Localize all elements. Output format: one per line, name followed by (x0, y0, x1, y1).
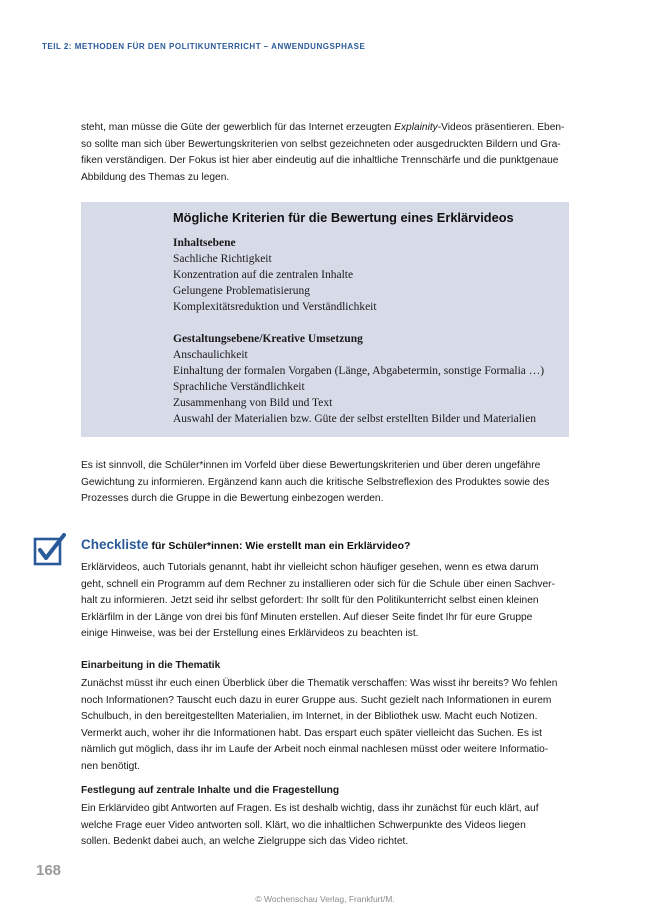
design-section-heading: Gestaltungsebene/Kreative Umsetzung (173, 333, 363, 345)
criteria-item: Gelungene Problematisierung (173, 285, 311, 297)
criteria-item: Sachliche Richtigkeit (173, 253, 272, 265)
text-line: steht, man müsse die Güte der gewerblich für das Internet erzeugten Explainity-Videos präsentieren. Eben- (81, 122, 565, 133)
criteria-title: Mögliche Kriterien für die Bewertung eines Erklärvideos (173, 210, 514, 225)
criteria-item: Einhaltung der formalen Vorgaben (Länge, Abgabetermin, sonstige Formalia …) (173, 365, 545, 377)
criteria-item: Anschaulichkeit (173, 349, 248, 361)
content-section-heading: Inhaltsebene (173, 237, 236, 249)
criteria-item: Zusammenhang von Bild und Text (173, 397, 333, 409)
text-line: Abbildung des Themas zu legen. (81, 171, 230, 183)
criteria-item: Auswahl der Materialien bzw. Güte der selbst erstellten Bilder und Materialien (173, 413, 536, 425)
text-line: Zunächst müsst ihr euch einen Überblick über die Thematik verschaffen: Was wisst ihr bereits? Wo fehlen (81, 678, 558, 689)
text-line: nämlich gut möglich, dass ihr im Laufe der Arbeit noch einmal nachlesen müsst oder weitere Informatio- (81, 744, 549, 756)
intro-paragraph (81, 120, 569, 186)
text-line: Schulbuch, in den bereitgestellten Materialien, im Internet, in der Bibliothek usw. Macht euch Notizen. (81, 711, 538, 723)
text-line: welche Frage euer Video antworten soll. Klärt, wo die inhaltlichen Schwerpunkte des Videos liegen (81, 819, 526, 831)
text-line: halt zu informieren. Jetzt seid ihr selbst gefordert: Ihr sollt für den Politikunterricht selbst einen kleinen (81, 595, 539, 607)
text-line: sollen. Bedenkt dabei auch, an welche Zielgruppe sich das Video richtet. (81, 836, 409, 848)
criteria-item: Sprachliche Verständlichkeit (173, 381, 305, 393)
text-line: Gewichtung zu informieren. Ergänzend kann auch die kritische Selbstreflexion des Produktes sowie des (81, 476, 550, 488)
text-line: Erklärvideos, auch Tutorials genannt, habt ihr vielleicht schon häufiger gesehen, wenn es etwa darum (81, 562, 539, 573)
text-line: einige Hinweise, was bei der Erstellung eines Erklärvideos zu beachten ist. (81, 628, 419, 640)
criteria-box (81, 202, 569, 437)
text-line: Vermerkt auch, woher ihr die Informationen habt. Das erspart euch später vielleicht das Suchen. Es ist (81, 727, 542, 739)
criteria-content (173, 210, 563, 427)
copyright-footer: © Wochenschau Verlag, Frankfurt/M. (255, 894, 395, 904)
text-line: geht, schnell ein Programm auf dem Rechner zu installieren oder sich für die Schule über einen Sachver- (81, 578, 555, 590)
checklist-title: Checkliste (81, 537, 149, 552)
criteria-item: Konzentration auf die zentralen Inhalte (173, 269, 354, 281)
checklist-intro-paragraph (81, 560, 569, 643)
after-box-paragraph (81, 458, 569, 508)
text-line: Es ist sinnvoll, die Schüler*innen im Vorfeld über diese Bewertungskriterien und über deren ungefähre (81, 460, 541, 471)
section-paragraph-fragestellung (81, 801, 569, 851)
page-number: 168 (36, 862, 62, 879)
text-line: Prozesses durch die Gruppe in die Bewertung einbezogen werden. (81, 493, 384, 505)
checklist-heading (81, 536, 410, 554)
text-line: Ein Erklärvideo gibt Antworten auf Fragen. Es ist deshalb wichtig, dass ihr zunächst für euch klärt, auf (81, 803, 539, 814)
text-line: so sollte man sich über Bewertungskriterien von selbst gezeichneten oder ausgedruckten Bildern und Gra- (81, 138, 561, 150)
text-line: noch Informationen? Tauscht euch dazu in eurer Gruppe aus. Sucht gezielt nach Informationen in eurem (81, 694, 552, 706)
section-heading-thematik: Einarbeitung in die Thematik (81, 660, 221, 671)
criteria-item: Komplexitätsreduktion und Verständlichkeit (173, 301, 377, 313)
section-heading-fragestellung: Festlegung auf zentrale Inhalte und die Fragestellung (81, 785, 340, 796)
running-header: TEIL 2: METHODEN FÜR DEN POLITIKUNTERRICHT – ANWENDUNGSPHASE (42, 42, 366, 51)
text-line: Erklärfilm in der Länge von drei bis fünf Minuten erstellen. Auf dieser Seite findet Ihr für eure Gruppe (81, 611, 533, 623)
section-paragraph-thematik (81, 676, 569, 776)
checklist-subtitle: für Schüler*innen: Wie erstellt man ein Erklärvideo? (148, 540, 411, 552)
text-line: fiken verständigen. Der Fokus ist hier aber eindeutig auf die inhaltliche Trennschärfe und die punktgenaue (81, 155, 559, 167)
checkbox-check-icon (33, 533, 67, 567)
text-line: nen benötigt. (81, 760, 140, 772)
